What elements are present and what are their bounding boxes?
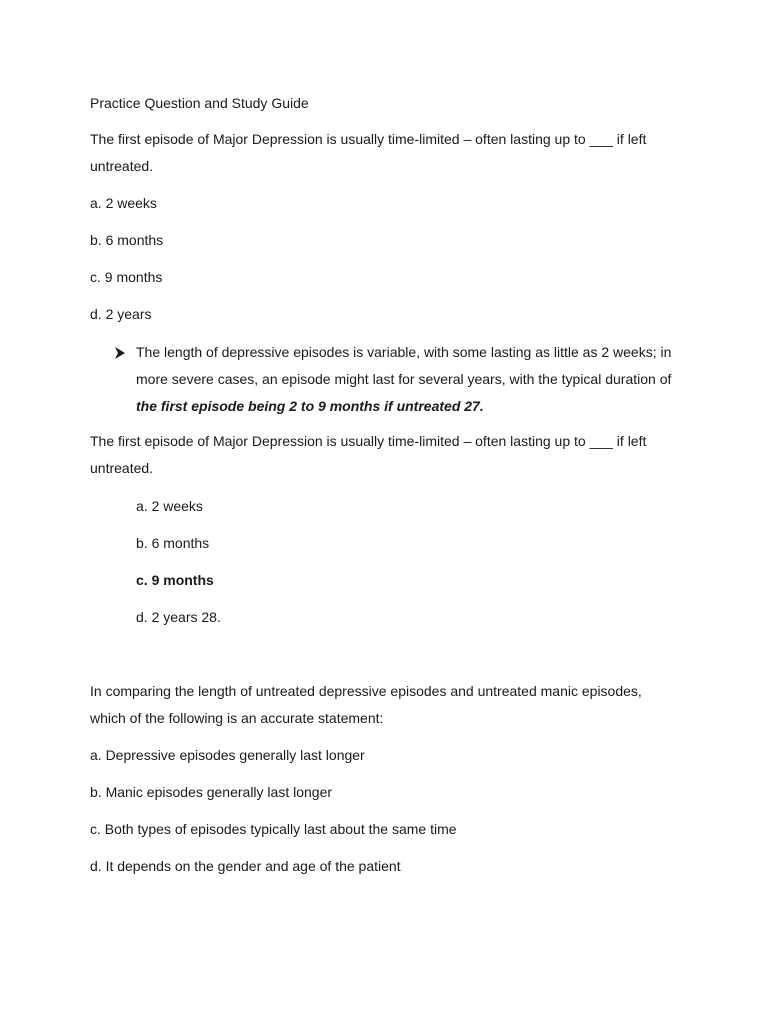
explanation-bullet [136, 339, 676, 420]
explanation-emphasis: the first episode being 2 to 9 months if untreated 27. [136, 398, 484, 414]
question-2-option-a: a. Depressive episodes generally last longer [90, 747, 365, 763]
question-1-option-b: b. 6 months [90, 232, 164, 248]
question-2-option-d: d. It depends on the gender and age of the patient [90, 858, 401, 874]
question-2-option-c: c. Both types of episodes typically last about the same time [90, 821, 457, 837]
question-2-stem: In comparing the length of untreated depressive episodes and untreated manic episodes, which of the following is an accurate statement: [90, 683, 642, 726]
question-1-repeat-option-b: b. 6 months [136, 535, 210, 551]
question-1-repeat-option-d: d. 2 years 28. [136, 609, 221, 625]
question-1-repeat-option-c-answer: c. 9 months [136, 572, 214, 588]
arrow-bullet-icon [113, 346, 127, 360]
explanation-text: The length of depressive episodes is variable, with some lasting as little as 2 weeks; in more severe cases, an episode might last for several years, with the typical duration of [136, 344, 672, 387]
question-2-option-b: b. Manic episodes generally last longer [90, 784, 333, 800]
question-1-option-d: d. 2 years [90, 306, 152, 322]
question-1-option-a: a. 2 weeks [90, 195, 157, 211]
question-1-option-c: c. 9 months [90, 269, 163, 285]
question-1-repeat-option-a: a. 2 weeks [136, 498, 203, 514]
question-1-stem: The first episode of Major Depression is usually time-limited – often lasting up to ___ if left untreated. [90, 131, 647, 174]
page-title: Practice Question and Study Guide [90, 95, 309, 111]
question-1-repeat-stem: The first episode of Major Depression is usually time-limited – often lasting up to ___ if left untreated. [90, 433, 647, 476]
